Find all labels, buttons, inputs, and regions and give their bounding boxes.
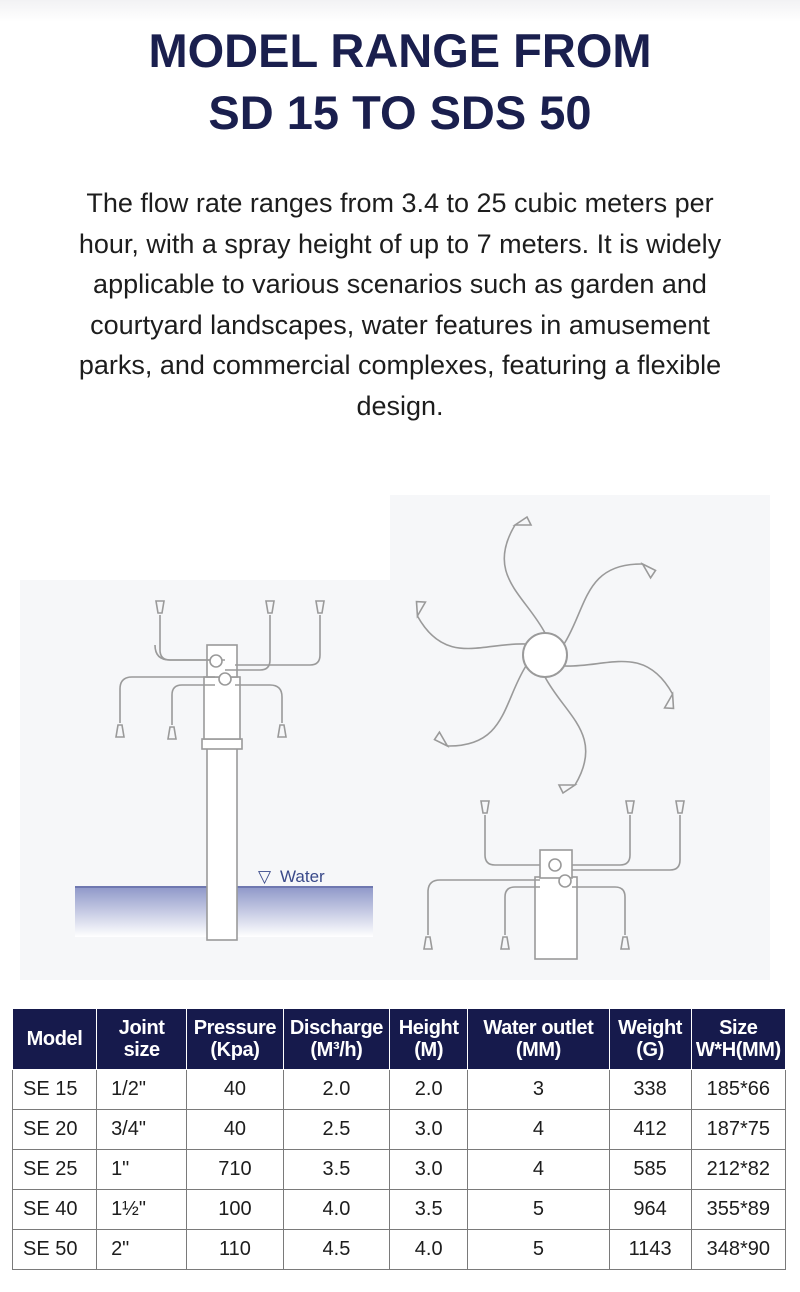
title-line-2: SD 15 TO SDS 50	[208, 86, 592, 139]
cell-pressure: 40	[187, 1070, 283, 1110]
table-header-row	[13, 1009, 786, 1070]
cell-discharge: 3.5	[283, 1150, 390, 1190]
cell-model: SE 25	[13, 1150, 97, 1190]
front-view-nozzle	[424, 801, 684, 959]
cell-height: 4.0	[390, 1230, 468, 1270]
cell-joint-size: 1½"	[97, 1190, 187, 1230]
page-title	[0, 20, 800, 144]
table-row	[13, 1070, 786, 1110]
cell-height: 3.0	[390, 1110, 468, 1150]
cell-water-outlet: 5	[468, 1190, 609, 1230]
water-label-icon: ▽	[258, 867, 272, 886]
cell-weight: 1143	[609, 1230, 691, 1270]
nozzle-body	[204, 677, 240, 739]
cell-pressure: 100	[187, 1190, 283, 1230]
specs-table	[12, 1008, 786, 1270]
col-size: Size W*H(MM)	[691, 1009, 785, 1070]
cell-height: 3.0	[390, 1150, 468, 1190]
cell-weight: 412	[609, 1110, 691, 1150]
top-view-nozzle	[405, 517, 685, 793]
cell-size: 355*89	[691, 1190, 785, 1230]
col-model: Model	[13, 1009, 97, 1070]
cell-water-outlet: 4	[468, 1150, 609, 1190]
nozzle-diagram	[20, 495, 780, 985]
cell-pressure: 110	[187, 1230, 283, 1270]
cell-size: 187*75	[691, 1110, 785, 1150]
cell-weight: 964	[609, 1190, 691, 1230]
title-line-1: MODEL RANGE FROM	[148, 24, 652, 77]
nozzle-drawing	[20, 495, 780, 985]
col-height: Height (M)	[390, 1009, 468, 1070]
cell-water-outlet: 3	[468, 1070, 609, 1110]
cell-model: SE 20	[13, 1110, 97, 1150]
cell-size: 348*90	[691, 1230, 785, 1270]
cell-model: SE 15	[13, 1070, 97, 1110]
cell-height: 2.0	[390, 1070, 468, 1110]
col-pressure: Pressure (Kpa)	[187, 1009, 283, 1070]
col-weight: Weight (G)	[609, 1009, 691, 1070]
col-discharge: Discharge (M³/h)	[283, 1009, 390, 1070]
water-label: Water	[280, 867, 325, 886]
table-row	[13, 1110, 786, 1150]
product-description: The flow rate ranges from 3.4 to 25 cubic meters per hour, with a spray height of up to 7 meters. It is widely applicable to various scenarios such as garden and courtyard landscapes, water features in amusement parks, and commercial complexes, featuring a flexible design.	[78, 188, 722, 421]
table-row	[13, 1190, 786, 1230]
cell-water-outlet: 5	[468, 1230, 609, 1270]
cell-size: 185*66	[691, 1070, 785, 1110]
cell-joint-size: 1/2"	[97, 1070, 187, 1110]
cell-size: 212*82	[691, 1150, 785, 1190]
cell-pressure: 710	[187, 1150, 283, 1190]
cell-model: SE 40	[13, 1190, 97, 1230]
riser-pipe	[207, 745, 237, 940]
page-top-shade	[0, 0, 800, 22]
cell-joint-size: 3/4"	[97, 1110, 187, 1150]
col-water-outlet: Water outlet (MM)	[468, 1009, 609, 1070]
cell-joint-size: 1"	[97, 1150, 187, 1190]
table-row	[13, 1150, 786, 1190]
cell-weight: 585	[609, 1150, 691, 1190]
cell-discharge: 2.5	[283, 1110, 390, 1150]
cell-discharge: 4.0	[283, 1190, 390, 1230]
cell-pressure: 40	[187, 1110, 283, 1150]
cell-weight: 338	[609, 1070, 691, 1110]
cell-height: 3.5	[390, 1190, 468, 1230]
table-row	[13, 1230, 786, 1270]
col-joint-size: Joint size	[97, 1009, 187, 1070]
side-view-nozzle	[75, 601, 373, 940]
cell-discharge: 4.5	[283, 1230, 390, 1270]
cell-water-outlet: 4	[468, 1110, 609, 1150]
cell-model: SE 50	[13, 1230, 97, 1270]
cell-discharge: 2.0	[283, 1070, 390, 1110]
cell-joint-size: 2"	[97, 1230, 187, 1270]
